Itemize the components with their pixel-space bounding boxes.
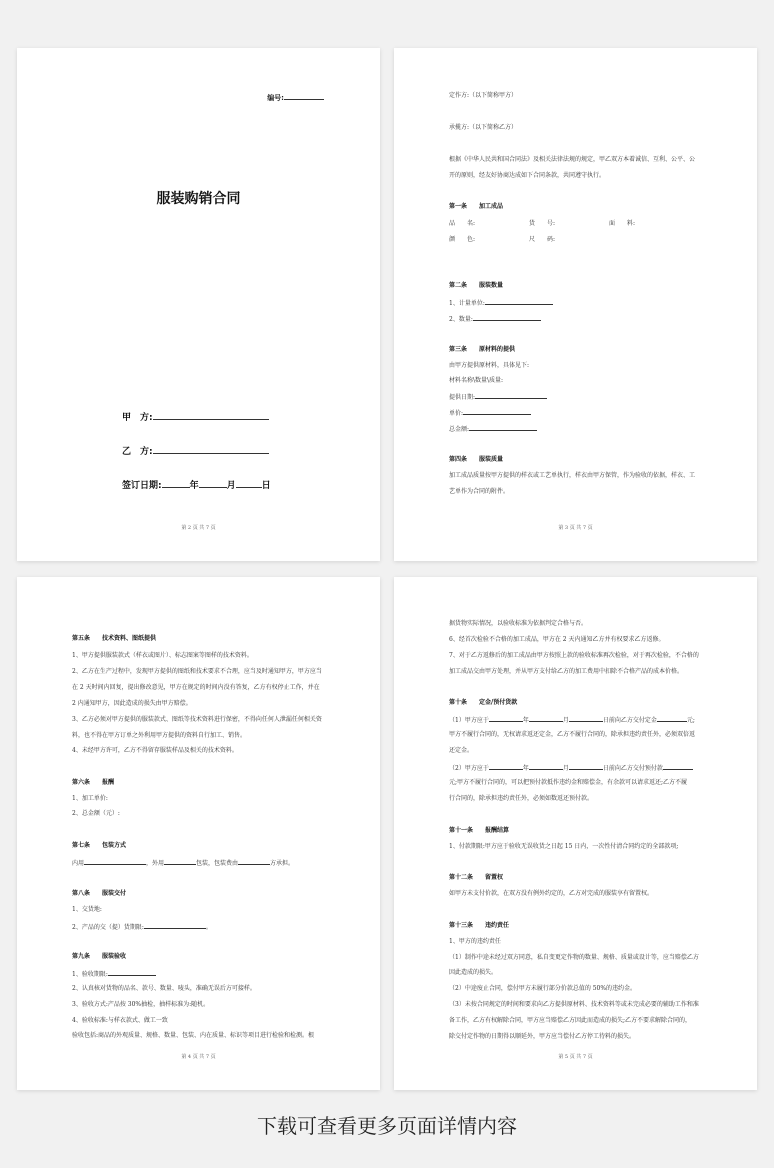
- text-line: 1、交货地:: [72, 906, 102, 913]
- section-heading: 第五条 技术资料、图纸提供: [72, 635, 157, 642]
- text-line: 总金额:: [449, 424, 537, 434]
- text-line: 1、甲方的违约责任: [449, 938, 501, 945]
- document-page-3: [394, 48, 757, 561]
- text-line: （1）制作中途未经过双方同意，私自变更定作物的数量、规格、质量或设计等，应当赔偿乙方: [449, 954, 699, 961]
- text-line: 品 名: 货 号: 面 料:: [449, 220, 636, 227]
- text-line: 备工作，乙方有权解除合同，甲方应当赔偿乙方因此而造成的损失;乙方不要求解除合同的，: [449, 1017, 692, 1024]
- section-heading: 第十条 定金/预付货款: [449, 699, 518, 706]
- text-line: 4、未经甲方许可，乙方不得留存服装样品及相关的技术资料。: [72, 747, 238, 754]
- section-heading: 第九条 服装验收: [72, 953, 127, 960]
- section-heading: 第四条 服装质量: [449, 456, 504, 463]
- text-line: 还定金。: [449, 747, 474, 754]
- page-number: 第 3 页 共 7 页: [558, 525, 593, 531]
- page-number: 第 5 页 共 7 页: [558, 1054, 593, 1060]
- text-line: 2 内通知甲方，因此造成的损失由甲方赔偿。: [72, 700, 192, 707]
- section-heading: 第二条 服装数量: [449, 282, 504, 289]
- section-heading: 第七条 包装方式: [72, 842, 127, 849]
- text-line: 艺单作为合同的附件。: [449, 488, 510, 495]
- text-line: 除交付定作物的日期得以顺延外，甲方应当偿付乙方停工待料的损失。: [449, 1033, 636, 1040]
- text-line: 1、验收期限:: [72, 969, 156, 979]
- text-line: 1、加工单价:: [72, 795, 108, 802]
- text-line: 3、乙方必须对甲方提供的服装款式、图纸等技术资料进行保密，不得向任何人泄漏任何相关资: [72, 716, 322, 723]
- text-line: 加工成品交由甲方处理，并从甲方支付给乙方的加工费用中扣除不合格产品的成本价格。: [449, 668, 684, 675]
- text-line: 1、甲方提供服装款式（样衣或图片）、标志图案等图样的技术资料。: [72, 652, 253, 659]
- text-line: （1）甲方应于 年 月 日前向乙方交付定金 元;: [449, 717, 695, 724]
- text-line: 甲方不履行合同的，无权请求返还定金，乙方不履行合同的，除承担违约责任外，必须双倍返: [449, 731, 696, 738]
- text-line: 内用 ，外用 包装，包装费由 方承担。: [72, 860, 295, 867]
- text-line: （3）未按合同规定的时间和要求向乙方提供原材料、技术资料等或未完成必要的辅助工作和准: [449, 1001, 699, 1008]
- text-line: 2、总金额（元）:: [72, 810, 120, 817]
- text-line: 验收包括:商品的外观质量、规格、数量、包装、内在质量、标识等项目进行检验和检测。根: [72, 1032, 315, 1039]
- contract-number: 编号:: [267, 93, 324, 103]
- text-line: 定作方:（以下简称甲方）: [449, 92, 518, 99]
- text-line: 承揽方:（以下简称乙方）: [449, 124, 518, 131]
- document-page-4: [17, 577, 380, 1090]
- text-line: 4、验收标准:与样衣款式、做工一致: [72, 1017, 168, 1024]
- text-line: 行合同的，除承担违约责任外，必须如数返还预付款。: [449, 795, 594, 802]
- text-line: 单价:: [449, 408, 531, 418]
- sign-date-line: 签订日期: 年 月 日: [122, 481, 271, 491]
- text-line: 6、经首次检验不合格的加工成品，甲方在 2 天内通知乙方并有权要求乙方返修。: [449, 636, 665, 643]
- text-line: （2）中途废止合同，偿付甲方未履行部分价款总值的 50%的违约金。: [449, 985, 637, 992]
- text-line: 2、认真核对货物的品名、款号、数量、唛头，准确无误后方可接样。: [72, 985, 256, 992]
- document-page-cover: [17, 48, 380, 561]
- text-line: 开的原则，经友好协商达成如下合同条款，共同遵守执行。: [449, 172, 606, 179]
- page-number: 第 2 页 共 7 页: [181, 525, 216, 531]
- text-line: 7、对于乙方返修后的加工成品由甲方按照上款的验收标准再次检验，对于再次检验，不合格的: [449, 652, 699, 659]
- number-blank: [284, 93, 324, 100]
- text-line: 如甲方未支付价款，在双方没有例外约定的，乙方对完成的服装享有留置权。: [449, 890, 654, 897]
- text-line: 3、验收方式:产品按 30%抽检，抽样标准为:随机。: [72, 1001, 210, 1008]
- section-heading: 第八条 服装交付: [72, 890, 127, 897]
- page-number: 第 4 页 共 7 页: [181, 1054, 216, 1060]
- text-line: 在 2 天时间内回复，提出修改意见，甲方在规定的时间内没有答复，乙方有权停止工作，并在: [72, 684, 320, 691]
- document-page-5: [394, 577, 757, 1090]
- party-a-line: 甲 方:: [122, 410, 269, 423]
- section-heading: 第一条 加工成品: [449, 203, 504, 210]
- text-line: 因此造成的损失。: [449, 969, 498, 976]
- text-line: 2、产品的交（提）货期限: 。: [72, 924, 212, 931]
- section-heading: 第十三条 违约责任: [449, 922, 510, 929]
- text-line: 加工成品质量按甲方提供的样衣或工艺单执行，样衣由甲方保管，作为验收的依据，样衣、工: [449, 472, 696, 479]
- download-more-caption: 下载可查看更多页面详情内容: [257, 1114, 517, 1138]
- section-heading: 第十二条 留置权: [449, 874, 504, 881]
- document-title: 服装购销合同: [156, 191, 241, 207]
- text-line: 颜 色: 尺 码:: [449, 236, 556, 243]
- text-line: 1、计量单位:: [449, 298, 553, 308]
- text-line: 据货物实际情况，以验收标准为依据判定合格与否。: [449, 620, 588, 627]
- text-line: 料，也不得在甲方订单之外利用甲方提供的资料自行加工、销售。: [72, 732, 247, 739]
- section-heading: 第三条 原材料的提供: [449, 346, 516, 353]
- text-line: 由甲方提供原材料，具体见下:: [449, 362, 530, 369]
- section-heading: 第六条 报酬: [72, 779, 115, 786]
- text-line: 根据《中华人民共和国合同法》及相关法律法规的规定，甲乙双方本着诚信、互利、公平、公: [449, 156, 696, 163]
- text-line: 元;甲方不履行合同的，可以把预付款抵作违约金和赔偿金，有余款可以请求返还;乙方不履: [449, 779, 688, 786]
- text-line: 2、乙方在生产过程中，发现甲方提供的图纸和技术要求不合理，应当及时通知甲方，甲方应当: [72, 668, 322, 675]
- text-line: 材料名称\数量\质量:: [449, 377, 504, 384]
- text-line: 1、付款期限:甲方应于验收无误收货之日起 15 日内，一次性付清合同约定的全部款项;: [449, 843, 679, 850]
- text-line: （2）甲方应于 年 月 日前向乙方交付预付款: [449, 763, 693, 773]
- section-heading: 第十一条 报酬结算: [449, 827, 510, 834]
- text-line: 2、数量:: [449, 314, 541, 324]
- text-line: 提供日期:: [449, 392, 547, 402]
- party-b-line: 乙 方:: [122, 444, 269, 457]
